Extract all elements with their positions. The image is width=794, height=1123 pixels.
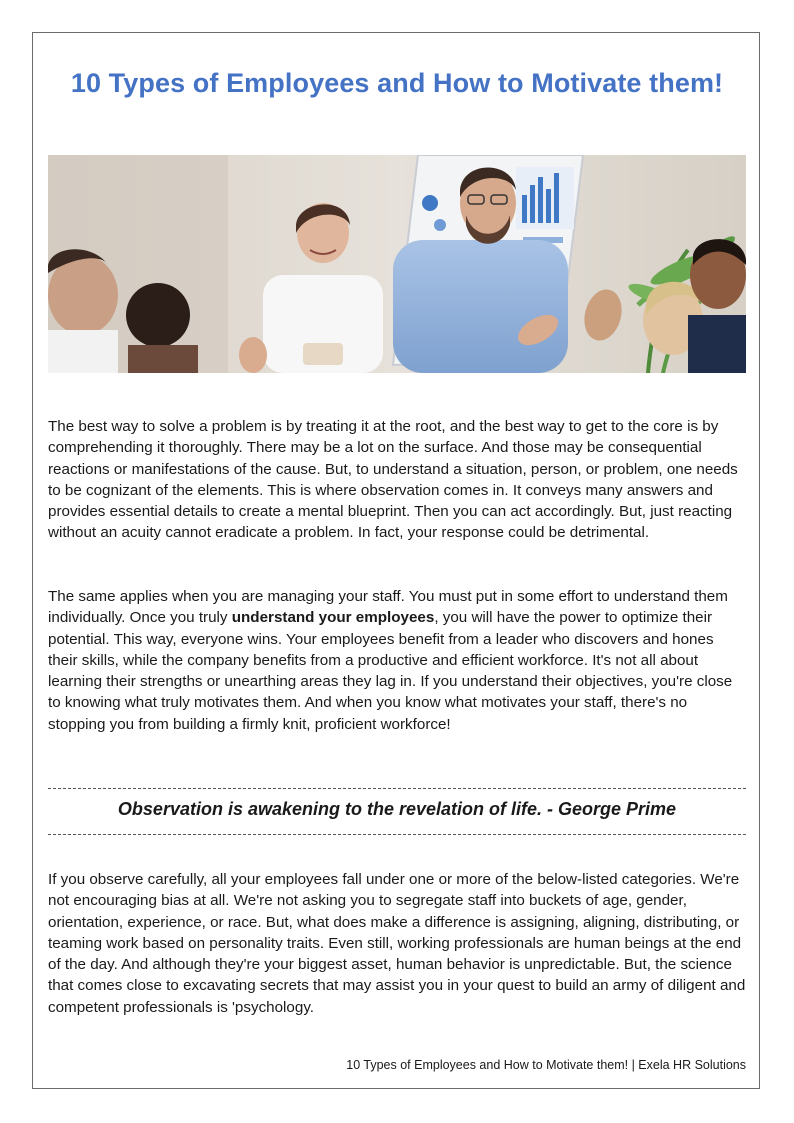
quote-divider-top [48, 788, 746, 789]
office-meeting-photo-icon [48, 155, 746, 373]
understand-employees-bold: understand your employees [231, 609, 435, 627]
staff-paragraph-start: The same applies when you are managing your staff. You must put in some effort to understand them individually. Once you truly [48, 588, 728, 627]
quote-divider-bottom [48, 834, 746, 835]
categories-paragraph: If you observe carefully, all your employees fall under one or more of the below-listed categories. We're not encouraging bias at all. We're not asking you to segregate staff into buckets of age, gender, orientation, experience, or race. But, what does make a difference is assigning, aligning, distributing, or teaming work based on personality traits. Even still, working professionals are human beings at the end of the day. And although they're your biggest asset, human behavior is unpredictable. But, the science that comes close to excavating secrets that may assist you in your quest to build an army of diligent and competent professionals is 'psychology. [48, 871, 746, 1016]
hero-image [48, 155, 746, 373]
quote: Observation is awakening to the revelation of life. - George Prime [117, 799, 677, 819]
staff-paragraph [48, 586, 746, 735]
page-footer: 10 Types of Employees and How to Motivate them! | Exela HR Solutions [346, 1058, 746, 1072]
staff-paragraph-end: , you will have the power to optimize their potential. This way, everyone wins. Your employees benefit from a leader who discovers and hones their skills, while the company benefits from a productive and efficient workforce. It's not all about learning their strengths or unearthing areas they lag in. If you understand their objectives, you're close to knowing what truly motivates them. And when you know what motivates your staff, there's no stopping you from building a firmly knit, proficient workforce! [48, 609, 733, 733]
page-title: 10 Types of Employees and How to Motivate them! [70, 68, 724, 98]
intro-paragraph: The best way to solve a problem is by treating it at the root, and the best way to get to the core is by comprehending it thoroughly. There may be a lot on the surface. And those may be consequential reactions or manifestations of the cause. But, to understand a situation, person, or problem, one needs to be cognizant of the elements. This is where observation comes in. It conveys many answers and provides essential details to create a mental blueprint. Then you can act accordingly. But, just reacting without an acuity cannot eradicate a problem. In fact, your response could be detrimental. [48, 418, 738, 542]
